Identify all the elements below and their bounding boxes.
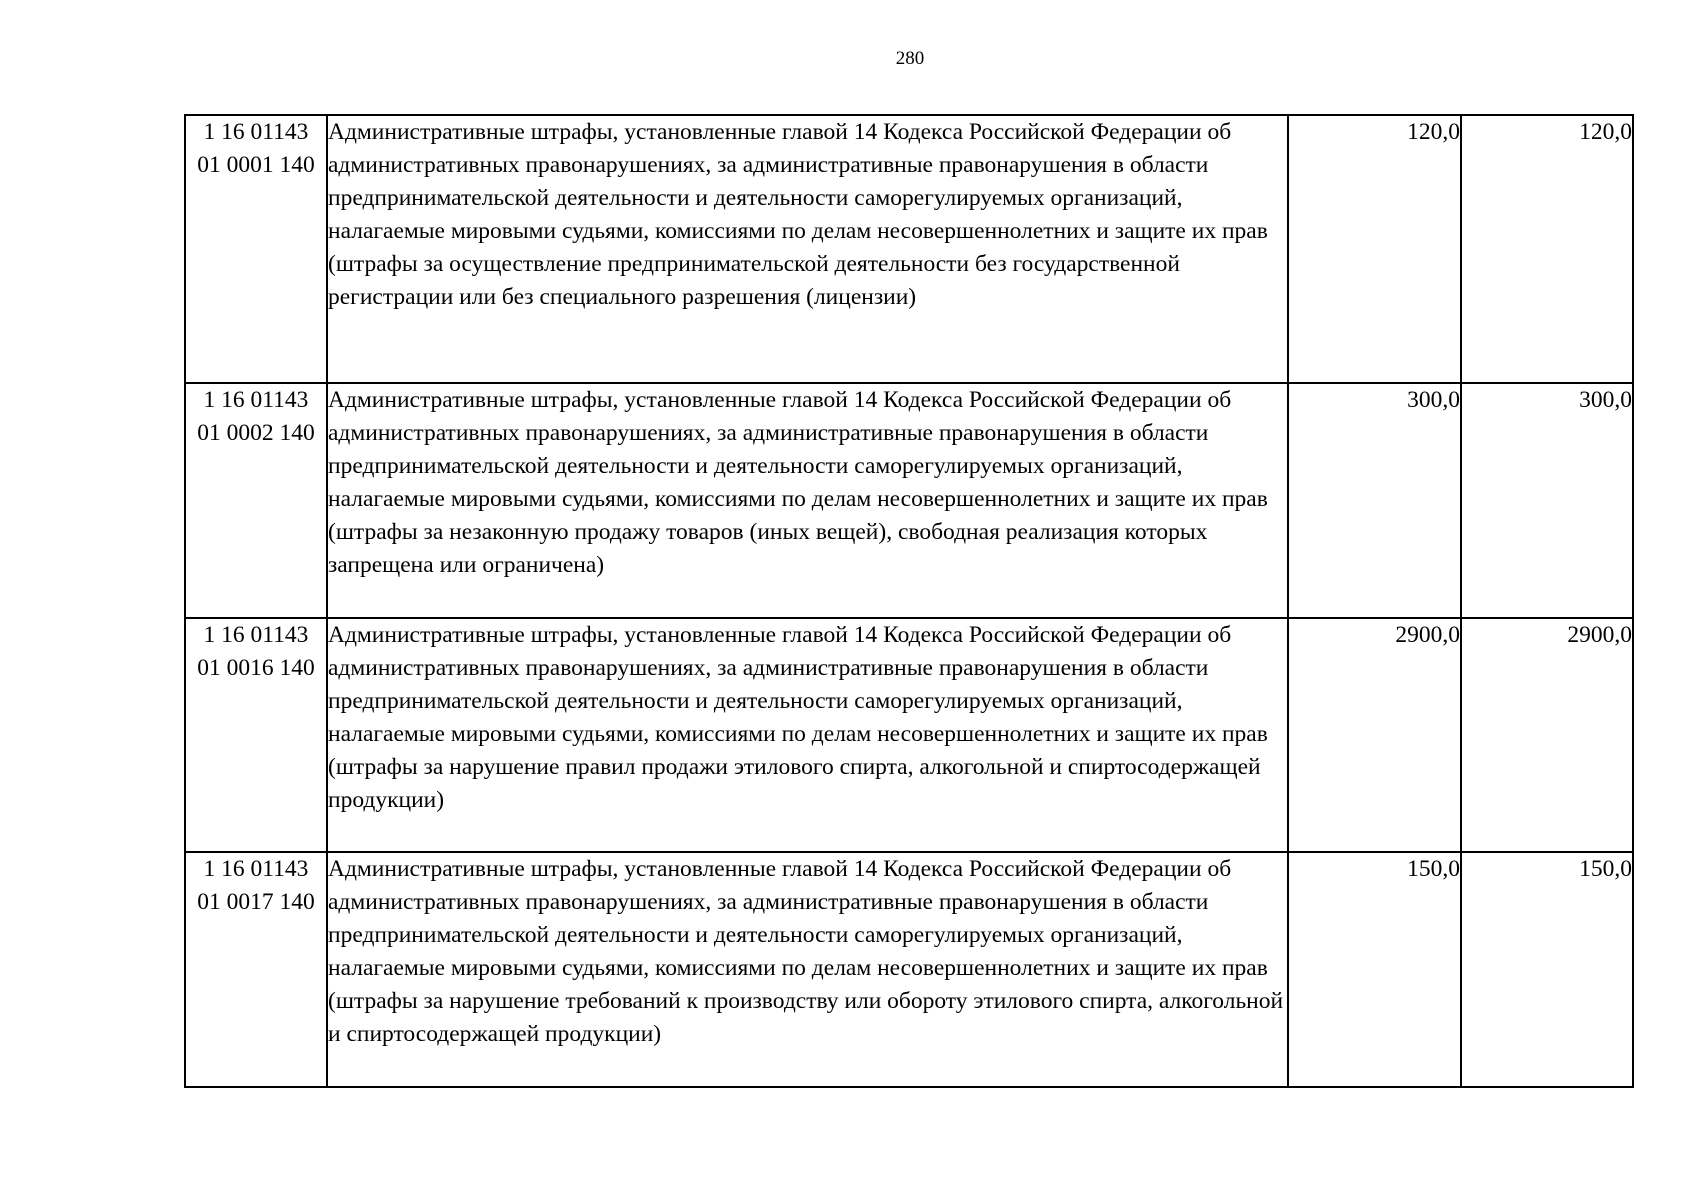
revenue-description: Административные штрафы, установленные главой 14 Кодекса Российской Федерации об административных правонарушениях, за административные правонарушения в области предпринимательской деятельности и деятельности саморегулируемых организаций, налагаемые мировыми судьями, комиссиями по делам несовершеннолетних и защите их прав (штрафы за незаконную продажу товаров (иных вещей), свободная реализация которых запрещена или ограничена) <box>327 383 1288 618</box>
revenue-description: Административные штрафы, установленные главой 14 Кодекса Российской Федерации об административных правонарушениях, за административные правонарушения в области предпринимательской деятельности и деятельности саморегулируемых организаций, налагаемые мировыми судьями, комиссиями по делам несовершеннолетних и защите их прав (штрафы за нарушение правил продажи этилового спирта, алкогольной и спиртосодержащей продукции) <box>327 618 1288 852</box>
budget-classification-code: 1 16 01143 01 0002 140 <box>185 383 327 618</box>
amount-column-1: 150,0 <box>1288 852 1461 1087</box>
revenue-table <box>184 114 1634 1088</box>
table-row <box>185 852 1633 1087</box>
budget-classification-code: 1 16 01143 01 0001 140 <box>185 115 327 383</box>
amount-column-1: 2900,0 <box>1288 618 1461 852</box>
revenue-description: Административные штрафы, установленные главой 14 Кодекса Российской Федерации об административных правонарушениях, за административные правонарушения в области предпринимательской деятельности и деятельности саморегулируемых организаций, налагаемые мировыми судьями, комиссиями по делам несовершеннолетних и защите их прав (штрафы за нарушение требований к производству или обороту этилового спирта, алкогольной и спиртосодержащей продукции) <box>327 852 1288 1087</box>
amount-column-1: 300,0 <box>1288 383 1461 618</box>
amount-column-1: 120,0 <box>1288 115 1461 383</box>
table-row <box>185 383 1633 618</box>
budget-classification-code: 1 16 01143 01 0016 140 <box>185 618 327 852</box>
amount-column-2: 120,0 <box>1461 115 1633 383</box>
amount-column-2: 2900,0 <box>1461 618 1633 852</box>
amount-column-2: 300,0 <box>1461 383 1633 618</box>
table-row <box>185 115 1633 383</box>
revenue-description: Административные штрафы, установленные главой 14 Кодекса Российской Федерации об административных правонарушениях, за административные правонарушения в области предпринимательской деятельности и деятельности саморегулируемых организаций, налагаемые мировыми судьями, комиссиями по делам несовершеннолетних и защите их прав (штрафы за осуществление предпринимательской деятельности без государственной регистрации или без специального разрешения (лицензии) <box>327 115 1288 383</box>
amount-column-2: 150,0 <box>1461 852 1633 1087</box>
budget-classification-code: 1 16 01143 01 0017 140 <box>185 852 327 1087</box>
page-number: 280 <box>895 48 925 69</box>
table-row <box>185 618 1633 852</box>
